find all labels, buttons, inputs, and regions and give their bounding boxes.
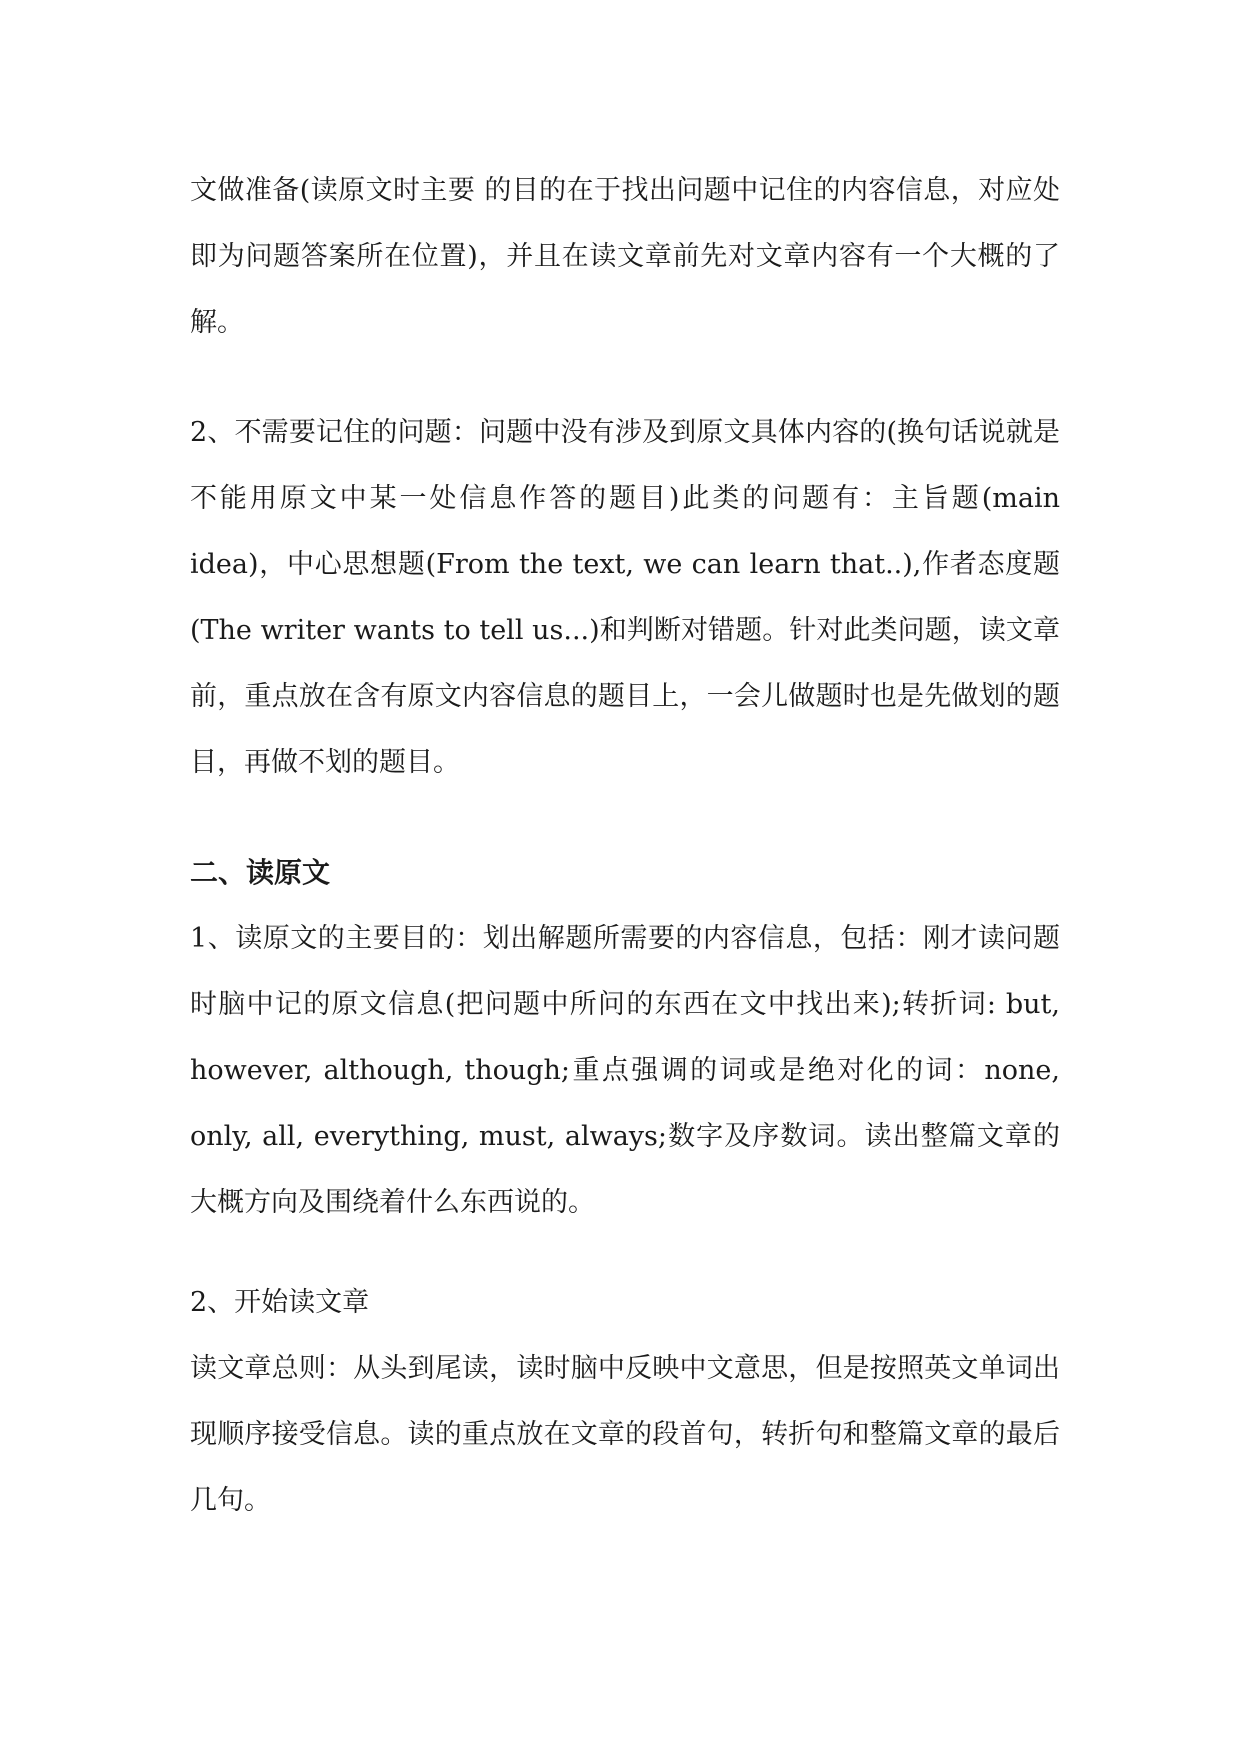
document-body xyxy=(190,158,1060,1534)
spacer xyxy=(190,356,1060,400)
paragraph-questions-not-to-remember: 2、不需要记住的问题：问题中没有涉及到原文具体内容的(换句话说就是不能用原文中某一处信息作答的题目)此类的问题有：主旨题(main idea)，中心思想题(From the text, we can learn that..),作者态度题(The writer wants to tell us...)和判断对错题。针对此类问题，读文章前，重点放在含有原文内容信息的题目上，一会儿做题时也是先做划的题目，再做不划的题目。 xyxy=(190,417,1060,778)
paragraph-reading-rule: 读文章总则：从头到尾读，读时脑中反映中文意思，但是按照英文单词出现顺序接受信息。读的重点放在文章的段首句，转折句和整篇文章的最后几句。 xyxy=(190,1353,1060,1516)
spacer xyxy=(190,1236,1060,1270)
paragraph-reading-purpose: 1、读原文的主要目的：划出解题所需要的内容信息，包括：刚才读问题时脑中记的原文信息(把问题中所问的东西在文中找出来);转折词: but, however, although, though;重点强调的词或是绝对化的词：none, only, all, everything, must, always;数字及序数词。读出整篇文章的大概方向及围绕着什么东西说的。 xyxy=(190,923,1060,1218)
section-heading-read-original: 二、读原文 xyxy=(190,856,331,889)
subheading-start-reading: 2、开始读文章 xyxy=(190,1287,370,1318)
paragraph-intro: 文做准备(读原文时主要 的目的在于找出问题中记住的内容信息，对应处即为问题答案所在位置)，并且在读文章前先对文章内容有一个大概的了解。 xyxy=(190,175,1060,338)
spacer xyxy=(190,796,1060,840)
